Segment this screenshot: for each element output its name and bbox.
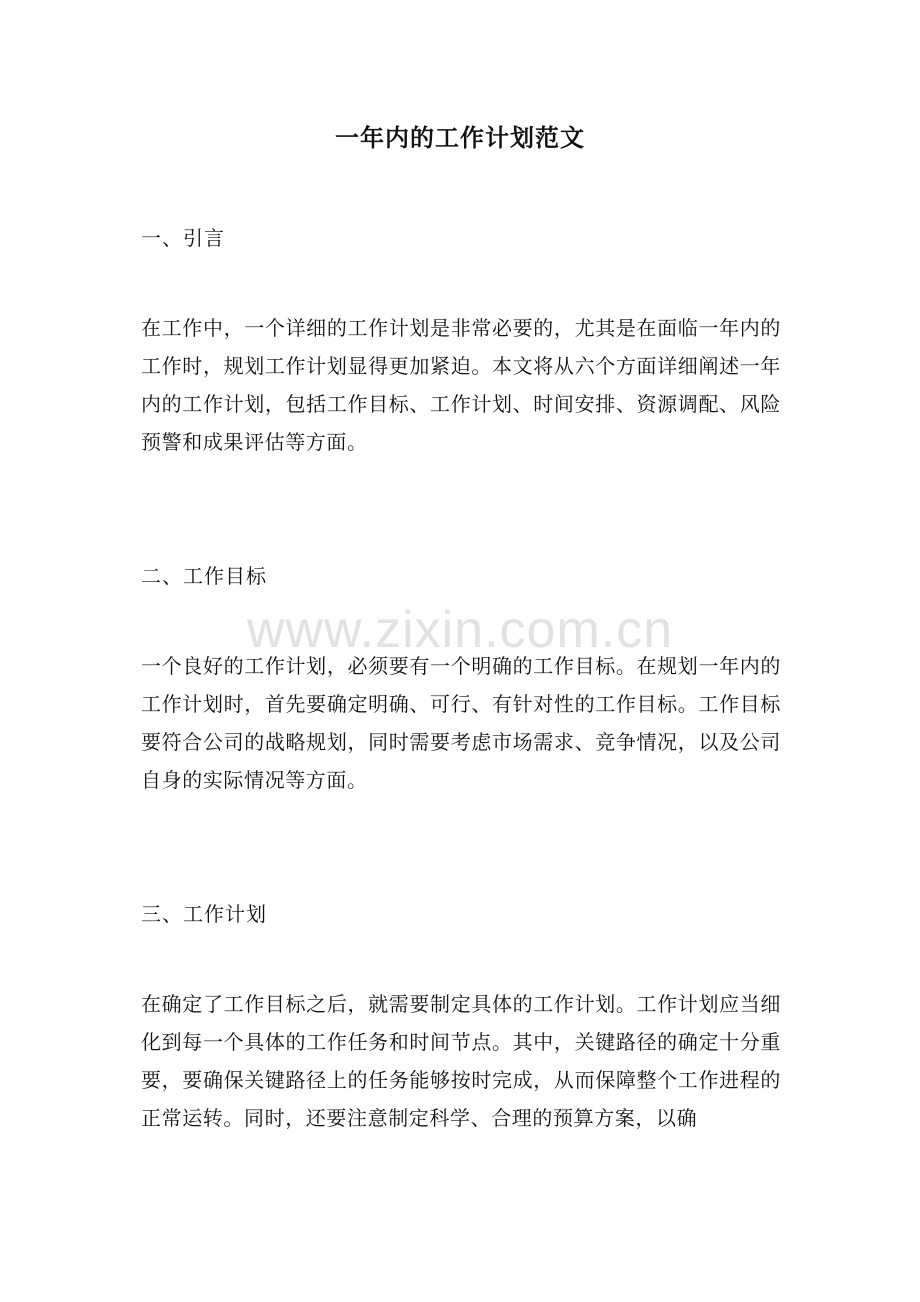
document-title: 一年内的工作计划范文: [335, 123, 585, 152]
section-body-introduction: 在工作中，一个详细的工作计划是非常必要的，尤其是在面临一年内的工作时，规划工作计划显得更加紧迫。本文将从六个方面详细阐述一年内的工作计划，包括工作目标、工作计划、时间安排、资源调配、风险预警和成果评估等方面。: [141, 316, 781, 454]
section-body-work-plan: 在确定了工作目标之后，就需要制定具体的工作计划。工作计划应当细化到每一个具体的工作任务和时间节点。其中，关键路径的确定十分重要，要确保关键路径上的任务能够按时完成，从而保障整个工作进程的正常运转。同时，还要注意制定科学、合理的预算方案，以确: [141, 992, 781, 1130]
section-body-work-goals: 一个良好的工作计划，必须要有一个明确的工作目标。在规划一年内的工作计划时，首先要确定明确、可行、有针对性的工作目标。工作目标要符合公司的战略规划，同时需要考虑市场需求、竞争情况，以及公司自身的实际情况等方面。: [141, 654, 781, 792]
watermark: www.zixin.com.cn: [246, 601, 674, 659]
section-heading-work-goals: 二、工作目标: [141, 564, 267, 588]
section-heading-work-plan: 三、工作计划: [141, 902, 267, 926]
section-heading-introduction: 一、引言: [141, 226, 225, 250]
